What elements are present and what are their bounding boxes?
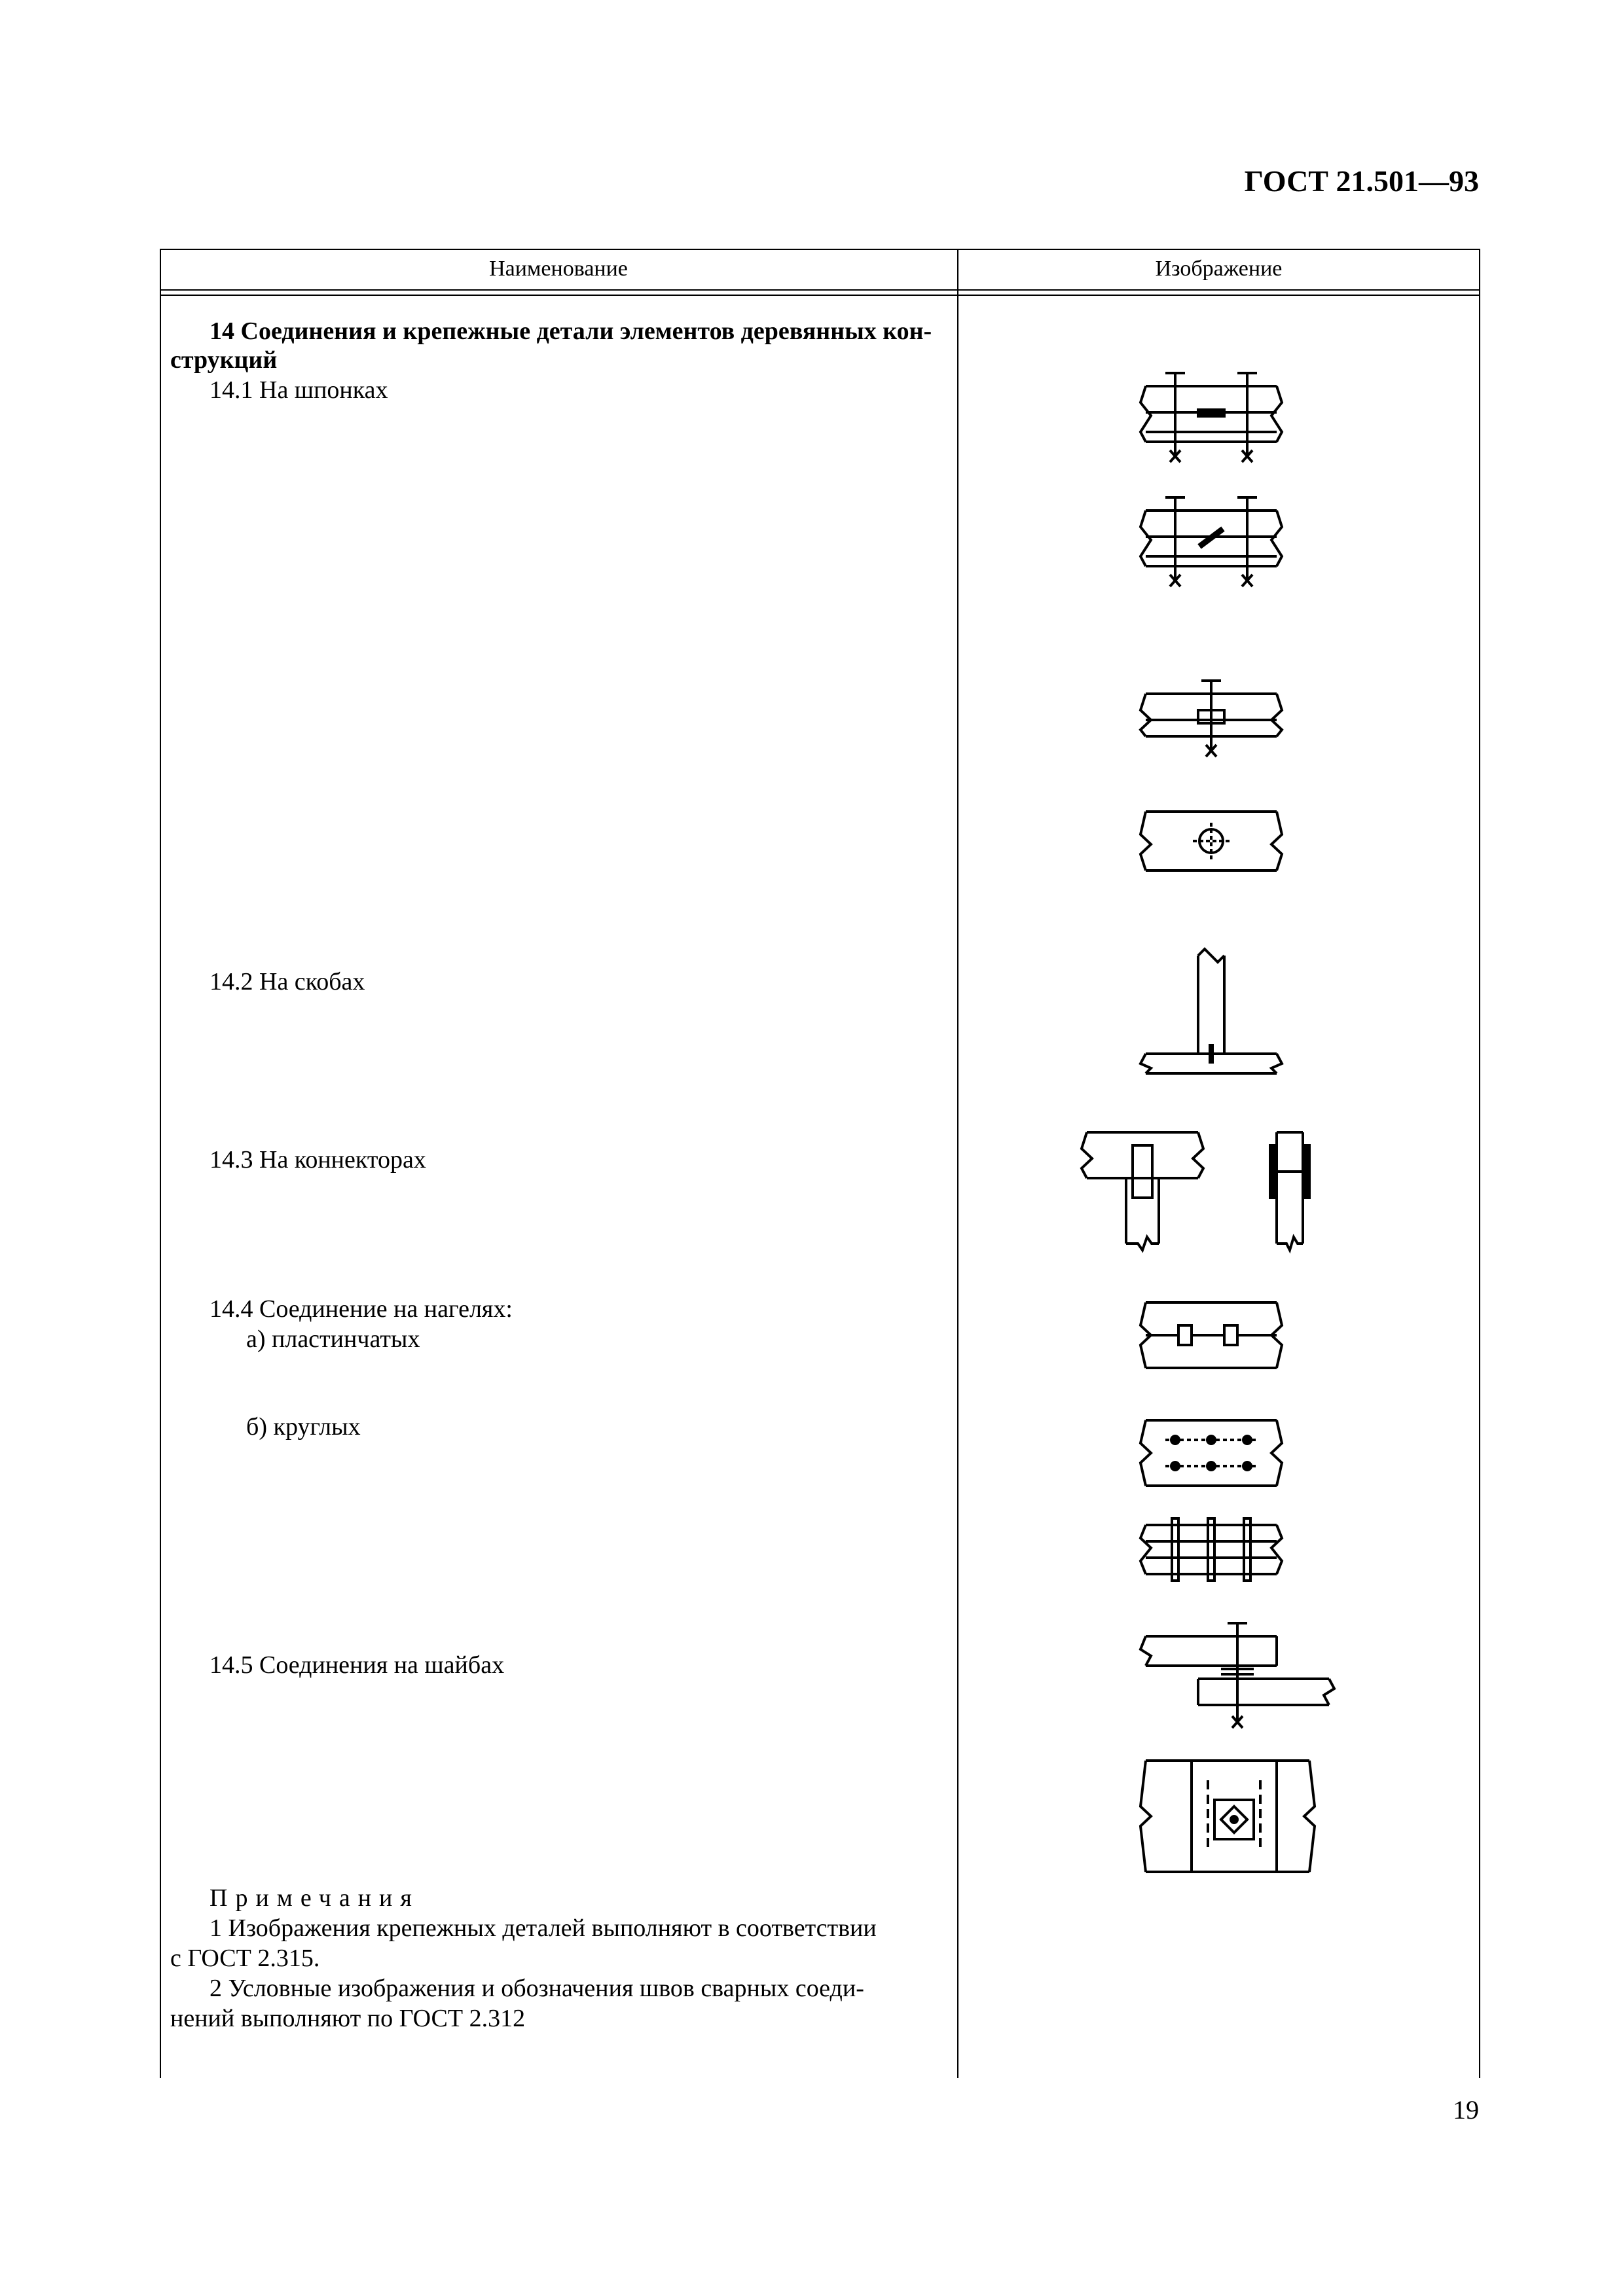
section-title-cont: струкций xyxy=(170,346,278,374)
round-nail-plan-symbol xyxy=(1140,1420,1282,1486)
dowel-straight-symbol xyxy=(1140,373,1282,462)
document-code: ГОСТ 21.501—93 xyxy=(1244,164,1479,198)
column-header-image: Изображение xyxy=(1155,257,1283,281)
connection-symbols xyxy=(956,367,1480,1977)
washer-plan-symbol xyxy=(1140,1761,1315,1872)
header-separator-double xyxy=(160,295,1480,296)
note-1: 1 Изображения крепежных деталей выполняют в соответствии xyxy=(210,1914,877,1942)
item-14-4b: б) круглых xyxy=(246,1413,361,1441)
item-14-4: 14.4 Соединение на нагелях: xyxy=(210,1295,513,1323)
page-number: 19 xyxy=(1453,2095,1479,2125)
washer-section-symbol xyxy=(1140,1623,1334,1728)
column-header-name: Наименование xyxy=(489,257,628,281)
round-nail-section-symbol xyxy=(1140,1518,1282,1581)
table-left-border xyxy=(160,249,161,2078)
item-14-3: 14.3 На коннекторах xyxy=(210,1146,426,1174)
item-14-1: 14.1 На шпонках xyxy=(210,376,388,404)
connector-side-symbol xyxy=(1270,1132,1309,1250)
connector-front-symbol xyxy=(1082,1132,1203,1250)
cramp-symbol xyxy=(1140,949,1282,1073)
item-14-5: 14.5 Соединения на шайбах xyxy=(210,1651,505,1679)
note-2: 2 Условные изображения и обозначения швов сварных соеди- xyxy=(210,1975,864,2002)
note-2-cont: нений выполняют по ГОСТ 2.312 xyxy=(170,2005,526,2032)
header-separator xyxy=(160,289,1480,291)
item-14-2: 14.2 На скобах xyxy=(210,968,365,996)
notes-title: Примечания xyxy=(210,1884,420,1912)
section-title: 14 Соединения и крепежные детали элементов деревянных кон- xyxy=(210,317,932,345)
plate-nail-symbol xyxy=(1140,1302,1282,1368)
item-14-4a: а) пластинчатых xyxy=(246,1325,420,1353)
note-1-cont: с ГОСТ 2.315. xyxy=(170,1945,320,1972)
dowel-inclined-symbol xyxy=(1140,497,1282,586)
dowel-bolt-symbol xyxy=(1140,681,1282,757)
round-dowel-plan-symbol xyxy=(1140,812,1282,870)
table-top-border xyxy=(160,249,1480,250)
